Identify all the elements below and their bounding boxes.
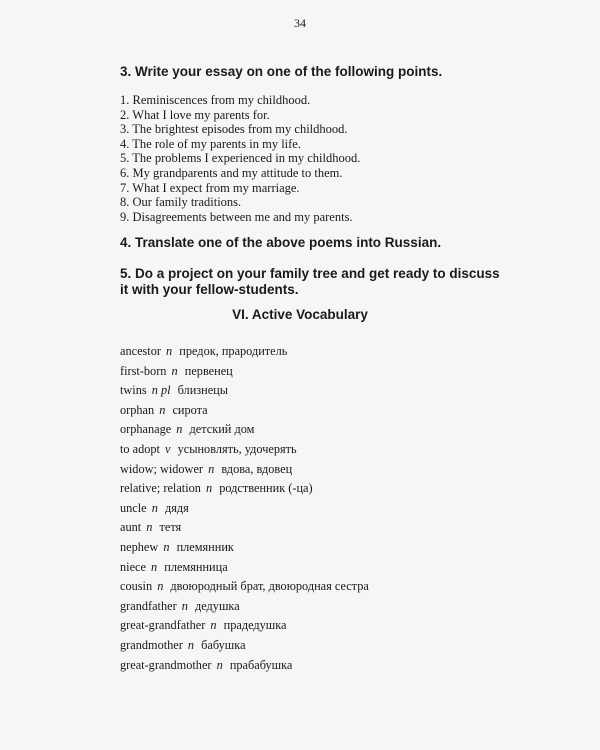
essay-points-list (120, 93, 360, 224)
vocab-translation: дядя (164, 500, 189, 515)
task-4-heading: 4. Translate one of the above poems into Russian. (120, 235, 442, 250)
vocab-translation: прабабушка (229, 657, 293, 672)
page-number: 34 (294, 16, 306, 30)
list-item: 4. The role of my parents in my life. (120, 136, 301, 151)
vocab-term: relative; relation (120, 481, 201, 496)
vocab-term: first-born (120, 363, 167, 378)
vocab-term: to adopt (120, 441, 160, 456)
vocab-translation: вдова, вдовец (221, 461, 293, 476)
task-5-heading: 5. Do a project on your family tree and get ready to discuss it with your fellow-students. (120, 266, 500, 297)
vocab-pos: n (159, 402, 166, 417)
vocab-term: uncle (120, 500, 147, 515)
vocab-entry (120, 597, 369, 617)
vocab-pos: n (176, 422, 183, 437)
vocab-term: orphanage (120, 422, 172, 437)
list-item: 2. What I love my parents for. (120, 107, 270, 122)
vocab-pos: n (181, 598, 188, 613)
vocab-translation: дедушка (194, 598, 240, 613)
vocab-pos: n (166, 344, 173, 358)
vocab-pos: n (210, 618, 217, 633)
vocab-translation: прадедушка (223, 618, 287, 633)
vocab-entry (120, 460, 369, 480)
task-3-heading: 3. Write your essay on one of the following points. (120, 64, 443, 79)
vocab-pos: n pl (151, 383, 171, 398)
vocab-pos: n (151, 500, 158, 515)
vocab-term: twins (120, 383, 147, 398)
vocab-pos: n (187, 637, 195, 652)
vocab-entry (120, 420, 369, 440)
vocab-pos: v (165, 441, 171, 456)
vocab-pos: n (163, 539, 170, 554)
vocab-translation: предок, прародитель (179, 344, 288, 358)
vocab-entry (120, 518, 369, 538)
vocab-pos: n (146, 520, 153, 535)
vocab-pos: n (171, 363, 178, 378)
vocab-term: grandmother (120, 637, 183, 652)
vocab-pos: n (206, 481, 213, 496)
vocab-translation: племянник (176, 539, 234, 554)
vocab-translation: усыновлять, удочерять (177, 441, 297, 456)
vocabulary-list (120, 342, 369, 675)
vocab-term: nephew (120, 539, 159, 554)
vocab-term: cousin (120, 579, 153, 594)
vocab-entry (120, 656, 369, 676)
vocab-translation: детский дом (189, 422, 255, 437)
vocab-entry (120, 538, 369, 558)
vocab-term: widow; widower (120, 461, 203, 476)
vocab-pos: n (157, 579, 164, 594)
vocab-entry (120, 401, 369, 421)
vocab-term: grandfather (120, 598, 177, 613)
vocab-entry (120, 616, 369, 636)
list-item: 9. Disagreements between me and my parents. (120, 209, 353, 224)
vocab-translation: двоюродный брат, двоюродная сестра (170, 579, 369, 594)
vocab-pos: n (216, 657, 223, 672)
section-title: VI. Active Vocabulary (232, 307, 368, 322)
vocab-term: aunt (120, 520, 142, 535)
list-item: 5. The problems I experienced in my childhood. (120, 151, 361, 166)
vocab-term: great-grandfather (120, 618, 206, 633)
vocab-pos: n (151, 559, 158, 574)
list-item: 1. Reminiscences from my childhood. (120, 93, 311, 107)
list-item: 6. My grandparents and my attitude to them. (120, 165, 343, 180)
vocab-term: ancestor (120, 344, 161, 358)
list-item: 3. The brightest episodes from my childhood. (120, 122, 348, 137)
vocab-entry (120, 342, 369, 362)
vocab-entry (120, 558, 369, 578)
vocab-entry (120, 636, 369, 656)
vocab-translation: тетя (159, 520, 182, 535)
vocab-translation: племянница (164, 559, 228, 574)
vocab-entry (120, 381, 369, 401)
vocab-term: niece (120, 559, 146, 574)
vocab-translation: сирота (172, 402, 208, 417)
vocab-translation: первенец (184, 363, 233, 378)
vocab-entry (120, 440, 369, 460)
vocab-pos: n (208, 461, 215, 476)
vocab-translation: родственник (-ца) (219, 481, 313, 496)
vocab-term: great-grandmother (120, 657, 212, 672)
vocab-entry (120, 499, 369, 519)
vocab-translation: близнецы (177, 383, 229, 398)
vocab-entry (120, 577, 369, 597)
vocab-entry (120, 362, 369, 382)
vocab-entry (120, 479, 369, 499)
vocab-term: orphan (120, 402, 155, 417)
vocab-translation: бабушка (201, 637, 246, 652)
list-item: 8. Our family traditions. (120, 195, 242, 210)
list-item: 7. What I expect from my marriage. (120, 180, 300, 195)
